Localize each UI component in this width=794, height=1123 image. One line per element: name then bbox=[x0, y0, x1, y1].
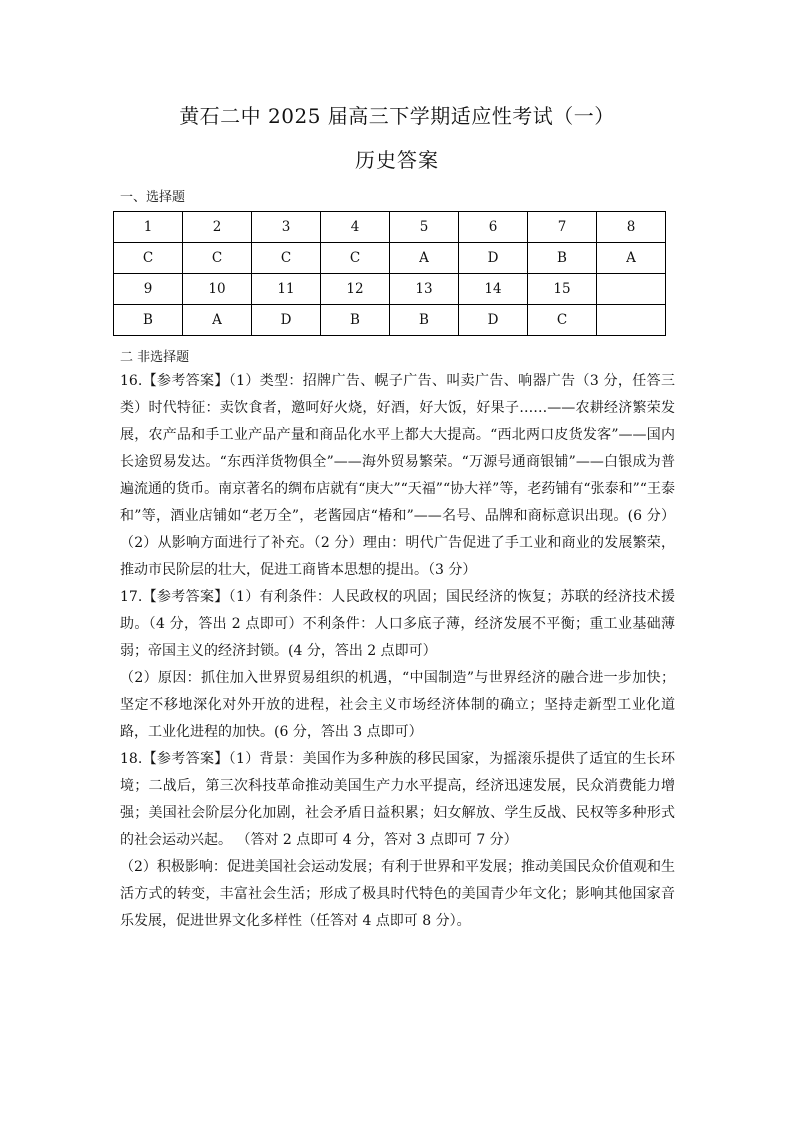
question-18-text-2: （2）积极影响：促进美国社会运动发展；有利于世界和平发展；推动美国民众价值观和生活方式的转变，丰富社会生活；形成了极具时代特色的美国青少年文化；影响其他国家音乐发展，促进世界文化多样性（任答对 4 点即可 8 分）。 bbox=[120, 859, 675, 929]
table-row bbox=[114, 243, 666, 274]
question-18-label: 18.【参考答案】 bbox=[120, 751, 229, 767]
table-cell: D bbox=[459, 243, 528, 274]
question-17-label: 17.【参考答案】 bbox=[120, 589, 229, 605]
table-cell: 2 bbox=[183, 212, 252, 243]
page-title: 黄石二中 2025 届高三下学期适应性考试（一） bbox=[179, 104, 615, 128]
table-cell: 3 bbox=[252, 212, 321, 243]
table-row bbox=[114, 274, 666, 305]
question-18-answer-part1 bbox=[120, 746, 675, 854]
table-cell: 6 bbox=[459, 212, 528, 243]
table-cell: A bbox=[597, 243, 666, 274]
table-cell: C bbox=[321, 243, 390, 274]
question-17-text-1: （1）有利条件：人民政权的巩固；国民经济的恢复；苏联的经济技术援助。（4 分，答出 2 点即可）不利条件：人口多底子薄，经济发展不平衡；重工业基础薄弱；帝国主义的经济封锁。(4 分，答出 2 点即可） bbox=[120, 589, 676, 659]
table-cell bbox=[597, 305, 666, 336]
table-cell: C bbox=[252, 243, 321, 274]
table-cell: 4 bbox=[321, 212, 390, 243]
table-row bbox=[114, 212, 666, 243]
question-17-answer-part2 bbox=[120, 665, 675, 746]
table-cell: D bbox=[252, 305, 321, 336]
table-cell: C bbox=[183, 243, 252, 274]
table-cell: B bbox=[114, 305, 183, 336]
question-16-label: 16.【参考答案】 bbox=[120, 373, 229, 389]
table-cell: 10 bbox=[183, 274, 252, 305]
section-heading-choice: 一、选择题 bbox=[120, 190, 186, 205]
table-cell bbox=[597, 274, 666, 305]
table-cell: C bbox=[114, 243, 183, 274]
table-cell: B bbox=[528, 243, 597, 274]
table-cell: 15 bbox=[528, 274, 597, 305]
table-cell: 12 bbox=[321, 274, 390, 305]
table-cell: D bbox=[459, 305, 528, 336]
section-heading-nonchoice: 二 非选择题 bbox=[120, 350, 190, 365]
question-17-answer-part1 bbox=[120, 584, 675, 665]
table-row bbox=[114, 305, 666, 336]
question-16-answer bbox=[120, 368, 675, 584]
table-cell: C bbox=[528, 305, 597, 336]
table-cell: B bbox=[321, 305, 390, 336]
page-subtitle: 历史答案 bbox=[355, 148, 439, 172]
table-cell: 8 bbox=[597, 212, 666, 243]
table-cell: 13 bbox=[390, 274, 459, 305]
table-cell: 9 bbox=[114, 274, 183, 305]
question-17-text-2: （2）原因：抓住加入世界贸易组织的机遇，“中国制造”与世界经济的融合进一步加快；坚定不移地深化对外开放的进程，社会主义市场经济体制的确立；坚持走新型工业化道路，工业化进程的加快。(6 分，答出 3 点即可） bbox=[120, 670, 675, 740]
question-16-text: （1）类型：招牌广告、幌子广告、叫卖广告、响器广告（3 分，任答三类）时代特征：卖饮食者，邀呵好火烧，好酒，好大饭，好果子……——农耕经济繁荣发展，农产品和手工业产品产量和商品化水平上都大大提高。“西北两口皮货发客”——国内长途贸易发达。“东西洋货物俱全”——海外贸易繁荣。“万源号通商银铺”——白银成为普遍流通的货币。南京著名的绸布店就有“庚大”“天福”“协大祥”等，老药铺有“张泰和”“王泰和”等，酒业店铺如“老万全”，老酱园店“椿和”——名号、品牌和商标意识出现。(6 分）（2）从影响方面进行了补充。（2 分）理由：明代广告促进了手工业和商业的发展繁荣，推动市民阶层的壮大，促进工商皆本思想的提出。（3 分） bbox=[120, 373, 676, 578]
table-cell: 1 bbox=[114, 212, 183, 243]
table-cell: A bbox=[390, 243, 459, 274]
table-cell: B bbox=[390, 305, 459, 336]
table-cell: 5 bbox=[390, 212, 459, 243]
table-cell: 11 bbox=[252, 274, 321, 305]
answer-body bbox=[120, 368, 675, 935]
question-18-text-1: （1）背景：美国作为多种族的移民国家，为摇滚乐提供了适宜的生长环境；二战后，第三次科技革命推动美国生产力水平提高，经济迅速发展，民众消费能力增强；美国社会阶层分化加剧，社会矛盾日益积累；妇女解放、学生反战、民权等多种形式的社会运动兴起。 （答对 2 点即可 4 分，答对 3 点即可 7 分） bbox=[120, 751, 676, 848]
question-18-answer-part2 bbox=[120, 854, 675, 935]
table-cell: A bbox=[183, 305, 252, 336]
table-cell: 7 bbox=[528, 212, 597, 243]
choice-answer-table bbox=[113, 211, 666, 336]
table-cell: 14 bbox=[459, 274, 528, 305]
